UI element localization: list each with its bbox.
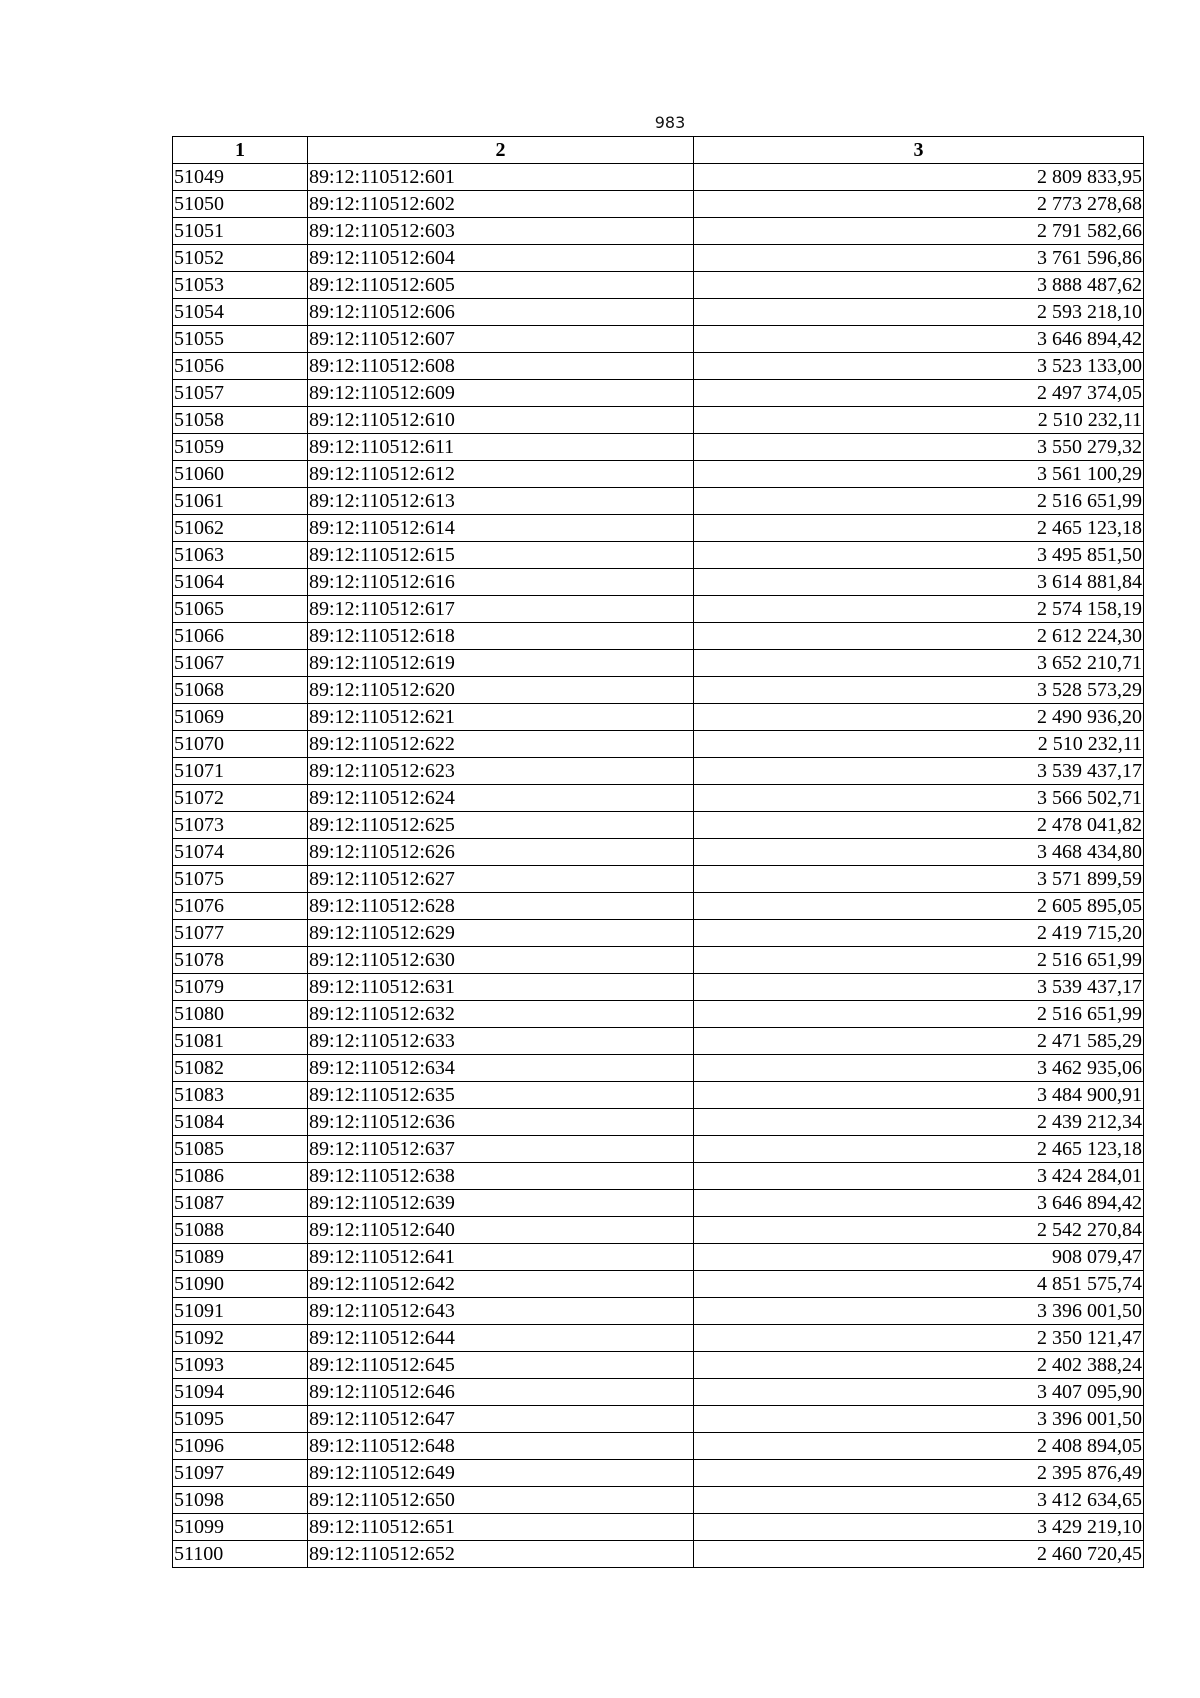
value-cell: 3 484 900,91 — [694, 1082, 1144, 1109]
value-cell: 2 510 232,11 — [694, 407, 1144, 434]
cadastral-number-cell: 89:12:110512:619 — [308, 650, 694, 677]
row-number-cell: 51065 — [173, 596, 308, 623]
row-number-cell: 51057 — [173, 380, 308, 407]
data-table — [172, 136, 1144, 1568]
cadastral-number-cell: 89:12:110512:621 — [308, 704, 694, 731]
row-number-cell: 51076 — [173, 893, 308, 920]
table-row — [173, 650, 1144, 677]
table-row — [173, 1055, 1144, 1082]
row-number-cell: 51052 — [173, 245, 308, 272]
row-number-cell: 51086 — [173, 1163, 308, 1190]
table-row — [173, 623, 1144, 650]
value-cell: 3 396 001,50 — [694, 1298, 1144, 1325]
table-row — [173, 1487, 1144, 1514]
cadastral-number-cell: 89:12:110512:617 — [308, 596, 694, 623]
cadastral-number-cell: 89:12:110512:636 — [308, 1109, 694, 1136]
value-cell: 2 510 232,11 — [694, 731, 1144, 758]
value-cell: 2 395 876,49 — [694, 1460, 1144, 1487]
row-number-cell: 51053 — [173, 272, 308, 299]
table-row — [173, 893, 1144, 920]
cadastral-number-cell: 89:12:110512:641 — [308, 1244, 694, 1271]
row-number-cell: 51084 — [173, 1109, 308, 1136]
row-number-cell: 51068 — [173, 677, 308, 704]
value-cell: 2 605 895,05 — [694, 893, 1144, 920]
cadastral-number-cell: 89:12:110512:620 — [308, 677, 694, 704]
row-number-cell: 51095 — [173, 1406, 308, 1433]
row-number-cell: 51083 — [173, 1082, 308, 1109]
value-cell: 2 408 894,05 — [694, 1433, 1144, 1460]
row-number-cell: 51058 — [173, 407, 308, 434]
cadastral-number-cell: 89:12:110512:651 — [308, 1514, 694, 1541]
value-cell: 2 516 651,99 — [694, 947, 1144, 974]
table-row — [173, 164, 1144, 191]
row-number-cell: 51097 — [173, 1460, 308, 1487]
table-row — [173, 731, 1144, 758]
cadastral-number-cell: 89:12:110512:622 — [308, 731, 694, 758]
row-number-cell: 51066 — [173, 623, 308, 650]
row-number-cell: 51051 — [173, 218, 308, 245]
cadastral-number-cell: 89:12:110512:631 — [308, 974, 694, 1001]
table-row — [173, 812, 1144, 839]
row-number-cell: 51094 — [173, 1379, 308, 1406]
value-cell: 3 407 095,90 — [694, 1379, 1144, 1406]
value-cell: 2 465 123,18 — [694, 1136, 1144, 1163]
table-row — [173, 407, 1144, 434]
row-number-cell: 51078 — [173, 947, 308, 974]
row-number-cell: 51085 — [173, 1136, 308, 1163]
cadastral-number-cell: 89:12:110512:639 — [308, 1190, 694, 1217]
value-cell: 2 439 212,34 — [694, 1109, 1144, 1136]
value-cell: 3 761 596,86 — [694, 245, 1144, 272]
row-number-cell: 51049 — [173, 164, 308, 191]
cadastral-number-cell: 89:12:110512:637 — [308, 1136, 694, 1163]
row-number-cell: 51096 — [173, 1433, 308, 1460]
table-row — [173, 1271, 1144, 1298]
cadastral-number-cell: 89:12:110512:645 — [308, 1352, 694, 1379]
table-row — [173, 1352, 1144, 1379]
table-row — [173, 1136, 1144, 1163]
header-row — [173, 137, 1144, 164]
cadastral-number-cell: 89:12:110512:623 — [308, 758, 694, 785]
cadastral-number-cell: 89:12:110512:601 — [308, 164, 694, 191]
cadastral-number-cell: 89:12:110512:612 — [308, 461, 694, 488]
table-row — [173, 488, 1144, 515]
table-row — [173, 1109, 1144, 1136]
row-number-cell: 51074 — [173, 839, 308, 866]
value-cell: 2 350 121,47 — [694, 1325, 1144, 1352]
value-cell: 2 419 715,20 — [694, 920, 1144, 947]
row-number-cell: 51070 — [173, 731, 308, 758]
row-number-cell: 51069 — [173, 704, 308, 731]
cadastral-number-cell: 89:12:110512:634 — [308, 1055, 694, 1082]
cadastral-number-cell: 89:12:110512:628 — [308, 893, 694, 920]
value-cell: 3 561 100,29 — [694, 461, 1144, 488]
value-cell: 2 460 720,45 — [694, 1541, 1144, 1568]
table-row — [173, 785, 1144, 812]
page-number: 983 — [654, 113, 686, 132]
row-number-cell: 51075 — [173, 866, 308, 893]
table-row — [173, 920, 1144, 947]
value-cell: 3 646 894,42 — [694, 326, 1144, 353]
cadastral-number-cell: 89:12:110512:647 — [308, 1406, 694, 1433]
row-number-cell: 51077 — [173, 920, 308, 947]
value-cell: 3 888 487,62 — [694, 272, 1144, 299]
table-row — [173, 596, 1144, 623]
table-row — [173, 1163, 1144, 1190]
row-number-cell: 51098 — [173, 1487, 308, 1514]
row-number-cell: 51079 — [173, 974, 308, 1001]
cadastral-number-cell: 89:12:110512:650 — [308, 1487, 694, 1514]
table-row — [173, 326, 1144, 353]
value-cell: 2 791 582,66 — [694, 218, 1144, 245]
table-row — [173, 1298, 1144, 1325]
table-row — [173, 704, 1144, 731]
value-cell: 3 550 279,32 — [694, 434, 1144, 461]
table-row — [173, 461, 1144, 488]
table-row — [173, 299, 1144, 326]
cadastral-number-cell: 89:12:110512:646 — [308, 1379, 694, 1406]
value-cell: 3 528 573,29 — [694, 677, 1144, 704]
cadastral-number-cell: 89:12:110512:625 — [308, 812, 694, 839]
table-row — [173, 677, 1144, 704]
row-number-cell: 51055 — [173, 326, 308, 353]
row-number-cell: 51061 — [173, 488, 308, 515]
table-row — [173, 434, 1144, 461]
table-row — [173, 1028, 1144, 1055]
row-number-cell: 51091 — [173, 1298, 308, 1325]
row-number-cell: 51092 — [173, 1325, 308, 1352]
table-row — [173, 515, 1144, 542]
value-cell: 3 412 634,65 — [694, 1487, 1144, 1514]
table-row — [173, 1217, 1144, 1244]
row-number-cell: 51050 — [173, 191, 308, 218]
cadastral-number-cell: 89:12:110512:618 — [308, 623, 694, 650]
value-cell: 2 574 158,19 — [694, 596, 1144, 623]
cadastral-number-cell: 89:12:110512:614 — [308, 515, 694, 542]
table-row — [173, 1379, 1144, 1406]
table-row — [173, 353, 1144, 380]
value-cell: 2 478 041,82 — [694, 812, 1144, 839]
cadastral-number-cell: 89:12:110512:640 — [308, 1217, 694, 1244]
value-cell: 2 542 270,84 — [694, 1217, 1144, 1244]
value-cell: 2 612 224,30 — [694, 623, 1144, 650]
column-header-3: 3 — [694, 137, 1144, 164]
value-cell: 4 851 575,74 — [694, 1271, 1144, 1298]
row-number-cell: 51099 — [173, 1514, 308, 1541]
cadastral-number-cell: 89:12:110512:632 — [308, 1001, 694, 1028]
row-number-cell: 51060 — [173, 461, 308, 488]
cadastral-number-cell: 89:12:110512:615 — [308, 542, 694, 569]
value-cell: 2 809 833,95 — [694, 164, 1144, 191]
value-cell: 3 523 133,00 — [694, 353, 1144, 380]
value-cell: 3 566 502,71 — [694, 785, 1144, 812]
value-cell: 3 424 284,01 — [694, 1163, 1144, 1190]
table-row — [173, 758, 1144, 785]
value-cell: 908 079,47 — [694, 1244, 1144, 1271]
value-cell: 3 468 434,80 — [694, 839, 1144, 866]
table-row — [173, 1514, 1144, 1541]
table-row — [173, 569, 1144, 596]
table-row — [173, 974, 1144, 1001]
row-number-cell: 51081 — [173, 1028, 308, 1055]
table-row — [173, 947, 1144, 974]
cadastral-number-cell: 89:12:110512:603 — [308, 218, 694, 245]
table-row — [173, 1082, 1144, 1109]
row-number-cell: 51073 — [173, 812, 308, 839]
cadastral-number-cell: 89:12:110512:652 — [308, 1541, 694, 1568]
row-number-cell: 51093 — [173, 1352, 308, 1379]
row-number-cell: 51082 — [173, 1055, 308, 1082]
value-cell: 3 429 219,10 — [694, 1514, 1144, 1541]
table-row — [173, 1541, 1144, 1568]
cadastral-number-cell: 89:12:110512:626 — [308, 839, 694, 866]
table-row — [173, 272, 1144, 299]
value-cell: 2 516 651,99 — [694, 1001, 1144, 1028]
row-number-cell: 51056 — [173, 353, 308, 380]
table-row — [173, 1001, 1144, 1028]
cadastral-number-cell: 89:12:110512:610 — [308, 407, 694, 434]
table-row — [173, 866, 1144, 893]
value-cell: 2 497 374,05 — [694, 380, 1144, 407]
row-number-cell: 51063 — [173, 542, 308, 569]
value-cell: 3 495 851,50 — [694, 542, 1144, 569]
value-cell: 2 402 388,24 — [694, 1352, 1144, 1379]
cadastral-number-cell: 89:12:110512:613 — [308, 488, 694, 515]
value-cell: 3 462 935,06 — [694, 1055, 1144, 1082]
value-cell: 3 539 437,17 — [694, 758, 1144, 785]
column-header-2: 2 — [308, 137, 694, 164]
cadastral-number-cell: 89:12:110512:607 — [308, 326, 694, 353]
row-number-cell: 51087 — [173, 1190, 308, 1217]
value-cell: 3 571 899,59 — [694, 866, 1144, 893]
row-number-cell: 51072 — [173, 785, 308, 812]
cadastral-number-cell: 89:12:110512:649 — [308, 1460, 694, 1487]
table-row — [173, 1460, 1144, 1487]
row-number-cell: 51080 — [173, 1001, 308, 1028]
row-number-cell: 51054 — [173, 299, 308, 326]
row-number-cell: 51067 — [173, 650, 308, 677]
table-row — [173, 1325, 1144, 1352]
table-row — [173, 839, 1144, 866]
value-cell: 3 539 437,17 — [694, 974, 1144, 1001]
row-number-cell: 51089 — [173, 1244, 308, 1271]
row-number-cell: 51059 — [173, 434, 308, 461]
cadastral-number-cell: 89:12:110512:616 — [308, 569, 694, 596]
value-cell: 2 773 278,68 — [694, 191, 1144, 218]
table-row — [173, 1406, 1144, 1433]
cadastral-number-cell: 89:12:110512:642 — [308, 1271, 694, 1298]
value-cell: 3 646 894,42 — [694, 1190, 1144, 1217]
value-cell: 2 465 123,18 — [694, 515, 1144, 542]
table-row — [173, 245, 1144, 272]
table-row — [173, 1190, 1144, 1217]
value-cell: 2 516 651,99 — [694, 488, 1144, 515]
column-header-1: 1 — [173, 137, 308, 164]
value-cell: 3 614 881,84 — [694, 569, 1144, 596]
cadastral-number-cell: 89:12:110512:624 — [308, 785, 694, 812]
cadastral-number-cell: 89:12:110512:643 — [308, 1298, 694, 1325]
cadastral-number-cell: 89:12:110512:606 — [308, 299, 694, 326]
row-number-cell: 51090 — [173, 1271, 308, 1298]
cadastral-number-cell: 89:12:110512:629 — [308, 920, 694, 947]
table-row — [173, 1433, 1144, 1460]
value-cell: 2 471 585,29 — [694, 1028, 1144, 1055]
cadastral-number-cell: 89:12:110512:648 — [308, 1433, 694, 1460]
cadastral-number-cell: 89:12:110512:635 — [308, 1082, 694, 1109]
value-cell: 2 490 936,20 — [694, 704, 1144, 731]
table-row — [173, 380, 1144, 407]
table-row — [173, 191, 1144, 218]
row-number-cell: 51071 — [173, 758, 308, 785]
cadastral-number-cell: 89:12:110512:630 — [308, 947, 694, 974]
row-number-cell: 51062 — [173, 515, 308, 542]
cadastral-number-cell: 89:12:110512:602 — [308, 191, 694, 218]
cadastral-number-cell: 89:12:110512:608 — [308, 353, 694, 380]
row-number-cell: 51100 — [173, 1541, 308, 1568]
value-cell: 3 396 001,50 — [694, 1406, 1144, 1433]
cadastral-number-cell: 89:12:110512:638 — [308, 1163, 694, 1190]
row-number-cell: 51064 — [173, 569, 308, 596]
cadastral-number-cell: 89:12:110512:604 — [308, 245, 694, 272]
row-number-cell: 51088 — [173, 1217, 308, 1244]
cadastral-number-cell: 89:12:110512:633 — [308, 1028, 694, 1055]
table-row — [173, 218, 1144, 245]
table-body — [173, 164, 1144, 1568]
cadastral-number-cell: 89:12:110512:644 — [308, 1325, 694, 1352]
table-row — [173, 1244, 1144, 1271]
cadastral-number-cell: 89:12:110512:611 — [308, 434, 694, 461]
cadastral-number-cell: 89:12:110512:627 — [308, 866, 694, 893]
value-cell: 2 593 218,10 — [694, 299, 1144, 326]
table-row — [173, 542, 1144, 569]
value-cell: 3 652 210,71 — [694, 650, 1144, 677]
cadastral-number-cell: 89:12:110512:605 — [308, 272, 694, 299]
cadastral-number-cell: 89:12:110512:609 — [308, 380, 694, 407]
